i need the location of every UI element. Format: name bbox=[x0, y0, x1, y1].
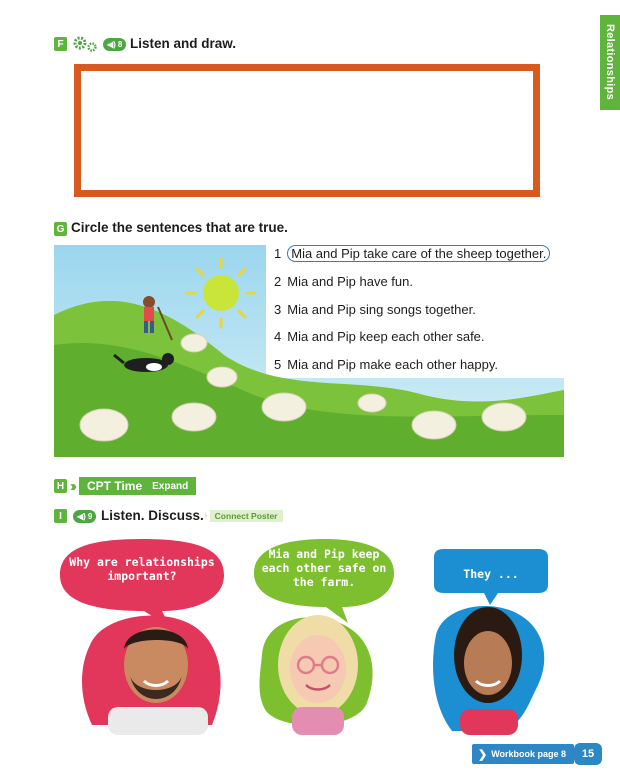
sentence-4[interactable] bbox=[274, 326, 485, 346]
audio-track-number: 9 bbox=[87, 512, 93, 521]
gears-icon bbox=[72, 35, 102, 53]
unit-side-tab: Relationships bbox=[600, 15, 620, 110]
audio-track-i[interactable] bbox=[73, 510, 96, 523]
sentence-number: 4 bbox=[274, 328, 282, 344]
connect-poster-tag bbox=[204, 510, 283, 522]
sentence-number: 3 bbox=[274, 301, 282, 317]
chevrons-icon: ››› bbox=[70, 477, 73, 495]
section-f-letter: F bbox=[54, 37, 67, 51]
sentence-text: Mia and Pip have fun. bbox=[287, 273, 413, 289]
bubble-2-text: Mia and Pip keep each other safe on the farm. bbox=[261, 547, 387, 589]
expand-tag: Expand bbox=[152, 480, 189, 492]
connect-poster-label: Connect Poster bbox=[210, 510, 283, 522]
dark-haired-girl-portrait bbox=[454, 607, 522, 735]
section-i-letter: I bbox=[54, 509, 67, 523]
drawing-area[interactable] bbox=[74, 64, 540, 197]
sentence-number: 5 bbox=[274, 356, 282, 372]
cpt-time-banner[interactable] bbox=[70, 477, 196, 495]
workbook-page-link[interactable] bbox=[472, 744, 574, 764]
workbook-page-label: Workbook page 8 bbox=[491, 749, 567, 759]
speaker-icon: ◀) bbox=[107, 40, 116, 49]
section-i-title: Listen. Discuss. bbox=[101, 508, 204, 523]
speech-bubble-1 bbox=[60, 539, 224, 627]
sentence-text-circled: Mia and Pip take care of the sheep together. bbox=[287, 245, 550, 262]
speaker-icon: ◀) bbox=[77, 512, 86, 521]
bubble-3-text: They ... bbox=[463, 567, 519, 581]
audio-track-number: 8 bbox=[117, 40, 123, 49]
bubble-1-text: Why are relationships important? bbox=[69, 555, 215, 583]
sentence-5[interactable] bbox=[274, 354, 498, 374]
sentence-2[interactable] bbox=[274, 271, 413, 291]
section-f-title: Listen and draw. bbox=[130, 36, 237, 51]
cpt-time-box bbox=[79, 477, 196, 495]
sentence-number: 1 bbox=[274, 245, 282, 261]
chevron-right-icon: ❯ bbox=[478, 748, 488, 761]
section-g-title: Circle the sentences that are true. bbox=[71, 220, 288, 235]
sentence-3[interactable] bbox=[274, 299, 476, 319]
chevron-icon: › bbox=[204, 510, 208, 522]
page-number: 15 bbox=[574, 743, 602, 765]
sentence-text: Mia and Pip sing songs together. bbox=[287, 301, 476, 317]
sentence-text: Mia and Pip keep each other safe. bbox=[287, 328, 485, 344]
section-h-letter: H bbox=[54, 479, 67, 493]
section-g-letter: G bbox=[54, 222, 67, 236]
sentence-number: 2 bbox=[274, 273, 282, 289]
sentence-text: Mia and Pip make each other happy. bbox=[287, 356, 499, 372]
cpt-time-label: CPT Time bbox=[87, 479, 143, 493]
audio-track-f[interactable] bbox=[103, 38, 126, 51]
sentence-1[interactable] bbox=[274, 243, 550, 263]
